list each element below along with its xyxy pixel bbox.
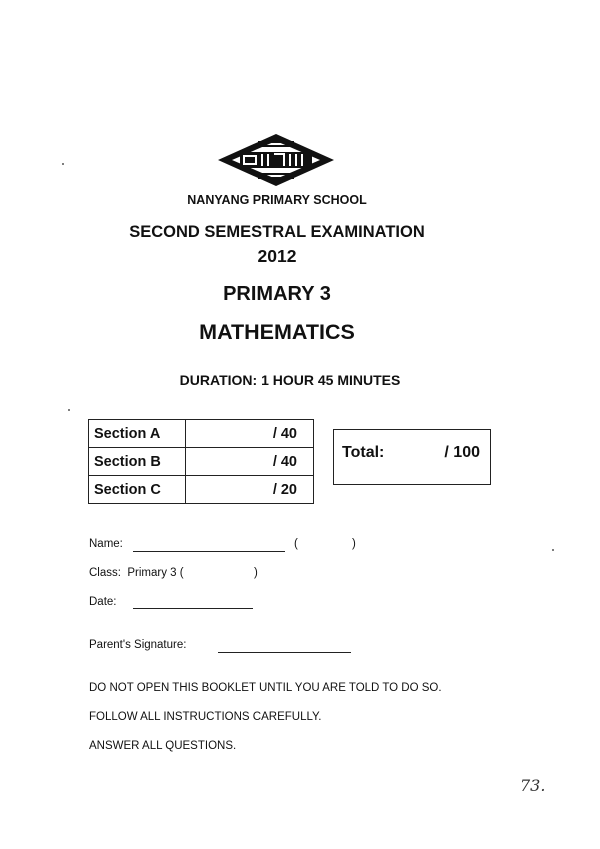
name-paren-close: ) bbox=[352, 538, 356, 550]
section-score: / 20 bbox=[186, 476, 314, 504]
instruction-line: ANSWER ALL QUESTIONS. bbox=[89, 740, 237, 752]
total-value: / 100 bbox=[444, 444, 480, 461]
section-score-table bbox=[88, 419, 314, 504]
class-label: Class: Primary 3 ( bbox=[89, 567, 184, 579]
table-row bbox=[89, 476, 314, 504]
date-line[interactable] bbox=[133, 608, 253, 609]
signature-line[interactable] bbox=[218, 652, 351, 653]
total-label: Total: bbox=[342, 444, 385, 461]
instruction-line: FOLLOW ALL INSTRUCTIONS CAREFULLY. bbox=[89, 711, 322, 723]
name-label: Name: bbox=[89, 538, 123, 550]
exam-year: 2012 bbox=[257, 246, 297, 266]
table-row bbox=[89, 420, 314, 448]
scan-speck bbox=[62, 163, 64, 165]
scan-speck bbox=[552, 549, 554, 551]
total-score-box bbox=[333, 429, 491, 485]
scan-speck bbox=[68, 409, 70, 411]
subject-title: MATHEMATICS bbox=[199, 320, 355, 344]
school-name: NANYANG PRIMARY SCHOOL bbox=[187, 193, 367, 207]
handwritten-mark: 73. bbox=[520, 776, 546, 795]
section-name: Section C bbox=[89, 476, 186, 504]
date-label: Date: bbox=[89, 596, 117, 608]
name-paren-open: ( bbox=[294, 538, 298, 550]
school-crest-logo bbox=[214, 132, 338, 188]
instruction-line: DO NOT OPEN THIS BOOKLET UNTIL YOU ARE TOLD TO DO SO. bbox=[89, 682, 442, 694]
exam-title: SECOND SEMESTRAL EXAMINATION bbox=[129, 223, 425, 241]
table-row bbox=[89, 448, 314, 476]
section-name: Section A bbox=[89, 420, 186, 448]
exam-duration: DURATION: 1 HOUR 45 MINUTES bbox=[179, 372, 401, 388]
class-paren-close: ) bbox=[254, 567, 258, 579]
signature-label: Parent's Signature: bbox=[89, 639, 187, 651]
name-line[interactable] bbox=[133, 551, 285, 552]
section-score: / 40 bbox=[186, 420, 314, 448]
section-name: Section B bbox=[89, 448, 186, 476]
grade-level: PRIMARY 3 bbox=[223, 283, 331, 305]
section-score: / 40 bbox=[186, 448, 314, 476]
